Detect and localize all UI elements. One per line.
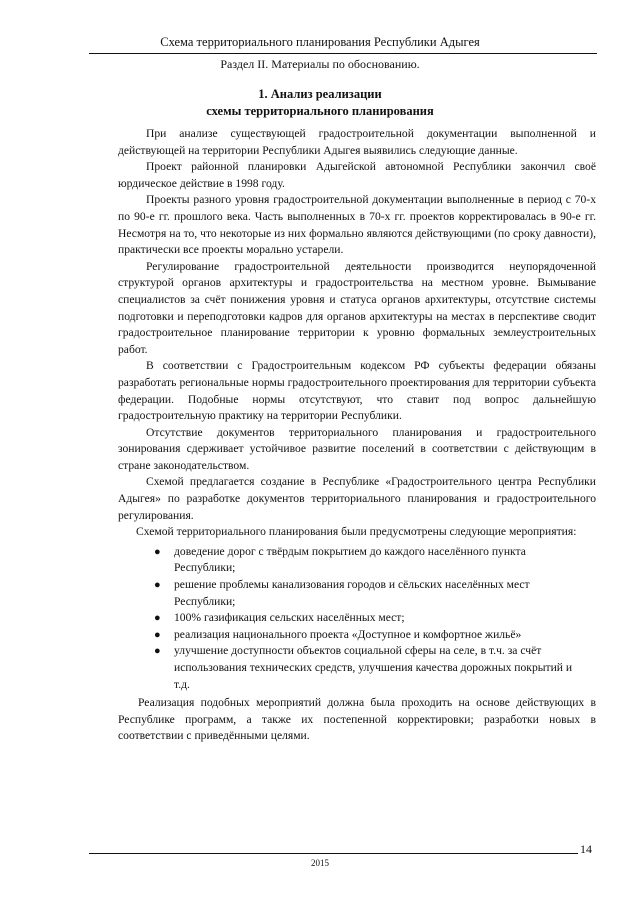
body-text [118,126,596,745]
paragraph: Отсутствие документов территориального планирования и градостроительного зонирования сдерживает устойчивое развитие поселений в соответствии с действующим в стране законодательством. [118,425,596,472]
paragraph: Регулирование градостроительной деятельности производится неупорядоченной структурой органов архитектуры и градостроительства на местном уровне. Вымывание специалистов за счёт понижения уровня и статуса органов архитектуры, отсутствие системы подготовки и переподготовки кадров для органов архитектуры на местах в перспективе сводит градостроительное планирование территории к уровню формальных землеустроительных работ. [118,259,596,356]
paragraph: Проекты разного уровня градостроительной документации выполненные в период с 70-х по 90-е гг. прошлого века. Часть выполненных в 70-х гг. проектов корректировалась в 90-е гг. Несмотря на то, что некоторые из них формально являются действующими (по сроку давности), практически все проекты морально устарели. [118,193,596,257]
measures-list [118,544,596,693]
list-item-text: улучшение доступности объектов социальной сферы на селе, в т.ч. за счёт использования технических средств, улучшения качества дорожных покрытий и т.д. [174,644,573,691]
bullet-icon: ● [154,545,161,558]
closing-paragraph: Реализация подобных мероприятий должна была проходить на основе действующих в Республике программ, а также их постепенной корректировки; разработки новых в соответствии с приведёнными целями. [118,696,596,743]
list-item-text: решение проблемы канализования городов и сёльских населённых мест Республики; [174,578,530,608]
section-heading-line-1: 1. Анализ реализации [258,87,382,101]
paragraph: Схемой предлагается создание в Республике «Градостроительного центра Республики Адыгея» по разработке документов территориального планирования и градостроительного регулирования. [118,475,596,522]
bullet-icon: ● [154,628,161,641]
footer-divider [89,853,578,854]
paragraph: В соответствии с Градостроительным кодексом РФ субъекты федерации обязаны разработать региональные нормы градостроительного проектирования для территории субъекта федерации. Подобные нормы отсутствуют, что ставит под вопрос дальнейшую градостроительную практику на территории Республики. [118,359,596,423]
bullet-icon: ● [154,579,161,592]
list-item-text: 100% газификация сельских населённых мест; [174,611,405,625]
paragraph: При анализе существующей градостроительной документации выполненной и действующей на территории Республики Адыгея выявились следующие данные. [118,127,596,157]
bullet-icon: ● [154,612,161,625]
section-heading [0,86,640,120]
footer-year: 2015 [311,858,329,868]
list-item [154,577,586,610]
page-number: 14 [580,842,592,856]
list-item-text: реализация национального проекта «Доступное и комфортное жильё» [174,627,522,641]
list-item [154,544,586,577]
list-item [154,610,586,627]
section-heading-line-2: схемы территориального планирования [206,104,434,118]
bullet-icon: ● [154,645,161,658]
section-subtitle: Раздел II. Материалы по обоснованию. [220,57,420,71]
paragraph: Проект районной планировки Адыгейской автономной Республики закончил своё юрдическое действие в 1998 году. [118,160,596,190]
measures-intro: Схемой территориального планирования были предусмотрены следующие мероприятия: [136,525,577,539]
list-item-text: доведение дорог с твёрдым покрытием до каждого населённого пункта Республики; [174,544,526,575]
header-divider [89,53,597,54]
document-title: Схема территориального планирования Республики Адыгея [160,35,480,49]
list-item [154,643,586,693]
list-item [154,627,586,644]
